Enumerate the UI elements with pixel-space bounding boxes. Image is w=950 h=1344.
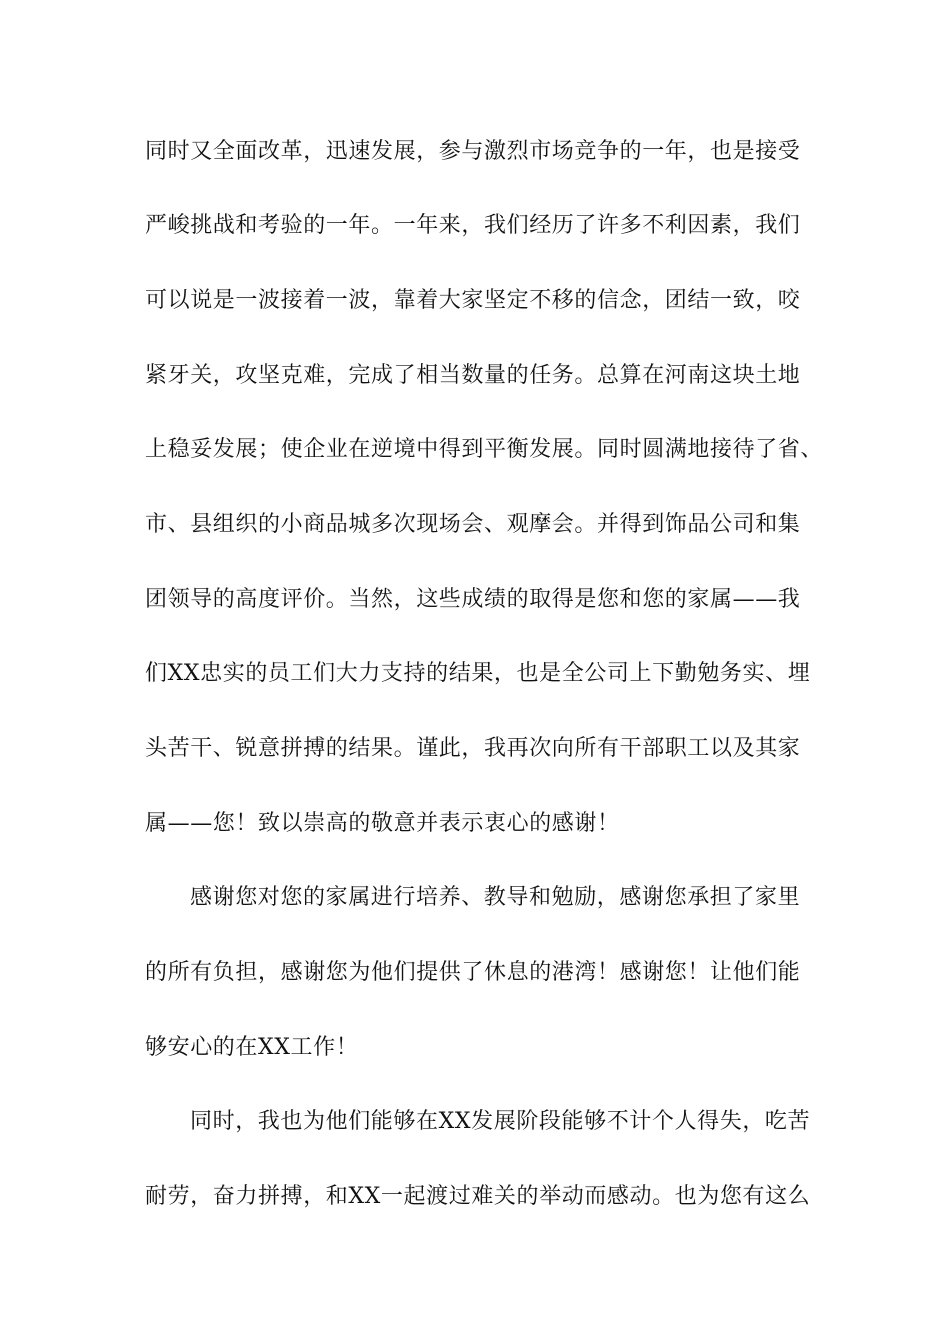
text-line: 市、县组织的小商品城多次现场会、观摩会。并得到饰品公司和集 bbox=[145, 512, 801, 537]
text-line: 够安心的在XX工作！ bbox=[145, 1035, 359, 1060]
text-line: 上稳妥发展；使企业在逆境中得到平衡发展。同时圆满地接待了省、 bbox=[145, 437, 824, 462]
text-line: 严峻挑战和考验的一年。一年来，我们经历了许多不利因素，我们 bbox=[145, 213, 801, 238]
text-line: 团领导的高度评价。当然，这些成绩的取得是您和您的家属——我 bbox=[145, 587, 801, 612]
paragraph-first-line: 感谢您对您的家属进行培养、教导和勉励，感谢您承担了家里 bbox=[190, 885, 801, 910]
text-line: 头苦干、锐意拼搏的结果。谨此，我再次向所有干部职工以及其家 bbox=[145, 736, 801, 761]
text-line: 同时又全面改革，迅速发展，参与激烈市场竞争的一年，也是接受 bbox=[145, 139, 801, 164]
text-line: 可以说是一波接着一波，靠着大家坚定不移的信念，团结一致，咬 bbox=[145, 288, 801, 313]
paragraph-first-line: 同时，我也为他们能够在XX发展阶段能够不计个人得失，吃苦 bbox=[190, 1109, 811, 1134]
text-line: 紧牙关，攻坚克难，完成了相当数量的任务。总算在河南这块土地 bbox=[145, 363, 801, 388]
text-line: 的所有负担，感谢您为他们提供了休息的港湾！感谢您！让他们能 bbox=[145, 960, 801, 985]
text-line: 属——您！致以崇高的敬意并表示衷心的感谢！ bbox=[145, 811, 620, 836]
text-line: 们XX忠实的员工们大力支持的结果，也是全公司上下勤勉务实、埋 bbox=[145, 661, 811, 686]
text-line: 耐劳，奋力拼搏，和XX一起渡过难关的举动而感动。也为您有这么 bbox=[145, 1184, 811, 1209]
